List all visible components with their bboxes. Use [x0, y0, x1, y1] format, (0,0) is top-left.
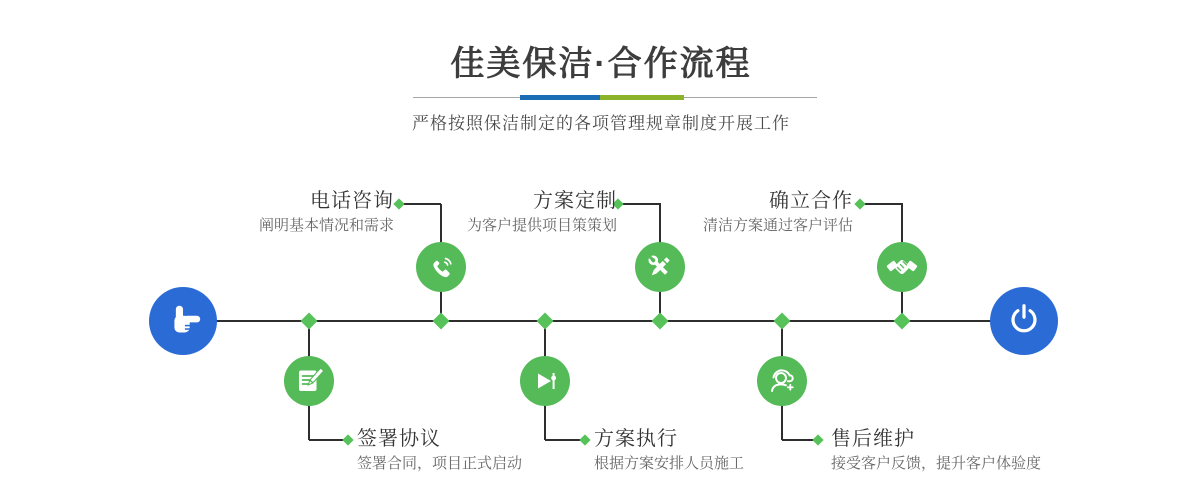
contract-sign-icon: [291, 363, 327, 399]
step-node-design: [635, 242, 685, 292]
step-title: 签署协议: [357, 428, 441, 450]
design-tools-icon: [642, 249, 678, 285]
handshake-icon: [884, 249, 920, 285]
step-node-phone: [416, 242, 466, 292]
play-execute-icon: [527, 363, 563, 399]
step-label-phone: [259, 188, 394, 237]
end-node: [990, 287, 1058, 355]
page-subtitle: 严格按照保洁制定的各项管理规章制度开展工作: [412, 114, 790, 133]
hand-pointer-icon: [162, 300, 204, 342]
step-label-contract: [357, 426, 522, 475]
title-divider-green-segment: [600, 95, 684, 100]
step-desc: 清洁方案通过客户评估: [702, 217, 853, 234]
step-title: 方案定制: [533, 190, 617, 212]
step-title: 电话咨询: [310, 190, 394, 212]
timeline-diamond-3: [537, 313, 554, 330]
step-label-execute: [594, 426, 744, 475]
step-label-service: [831, 426, 1041, 475]
start-node: [149, 287, 217, 355]
step-title: 确立合作: [769, 190, 853, 212]
label-diamond-bottom-3: [812, 434, 823, 445]
timeline-diamond-6: [894, 313, 911, 330]
step-node-cooperation: [877, 242, 927, 292]
title-divider-blue-segment: [520, 95, 600, 100]
step-desc: 签署合同，项目正式启动: [357, 455, 523, 472]
step-desc: 阐明基本情况和需求: [258, 217, 394, 234]
customer-service-icon: [764, 363, 800, 399]
step-title: 方案执行: [594, 428, 678, 450]
step-desc: 根据方案安排人员施工: [594, 455, 745, 472]
step-title: 售后维护: [831, 428, 915, 450]
timeline-diamond-2: [433, 313, 450, 330]
label-diamond-top-1: [393, 198, 404, 209]
page-title: 佳美保洁·合作流程: [450, 45, 752, 83]
timeline-diamond-5: [774, 313, 791, 330]
step-desc: 为客户提供项目策策划: [466, 217, 617, 234]
step-label-design: [467, 188, 617, 237]
connector-top-2-horizontal: [618, 203, 661, 205]
phone-call-icon: [423, 249, 459, 285]
label-diamond-top-3: [854, 198, 865, 209]
connector-top-1-horizontal: [399, 203, 441, 205]
step-label-cooperation: [703, 188, 853, 237]
power-icon: [1003, 300, 1045, 342]
connector-top-3-horizontal: [860, 203, 903, 205]
step-node-contract: [284, 356, 334, 406]
step-node-service: [757, 356, 807, 406]
step-node-execute: [520, 356, 570, 406]
label-diamond-bottom-2: [579, 434, 590, 445]
label-diamond-bottom-1: [342, 434, 353, 445]
timeline-diamond-1: [301, 313, 318, 330]
timeline-diamond-4: [652, 313, 669, 330]
step-desc: 接受客户反馈，提升客户体验度: [831, 455, 1042, 472]
